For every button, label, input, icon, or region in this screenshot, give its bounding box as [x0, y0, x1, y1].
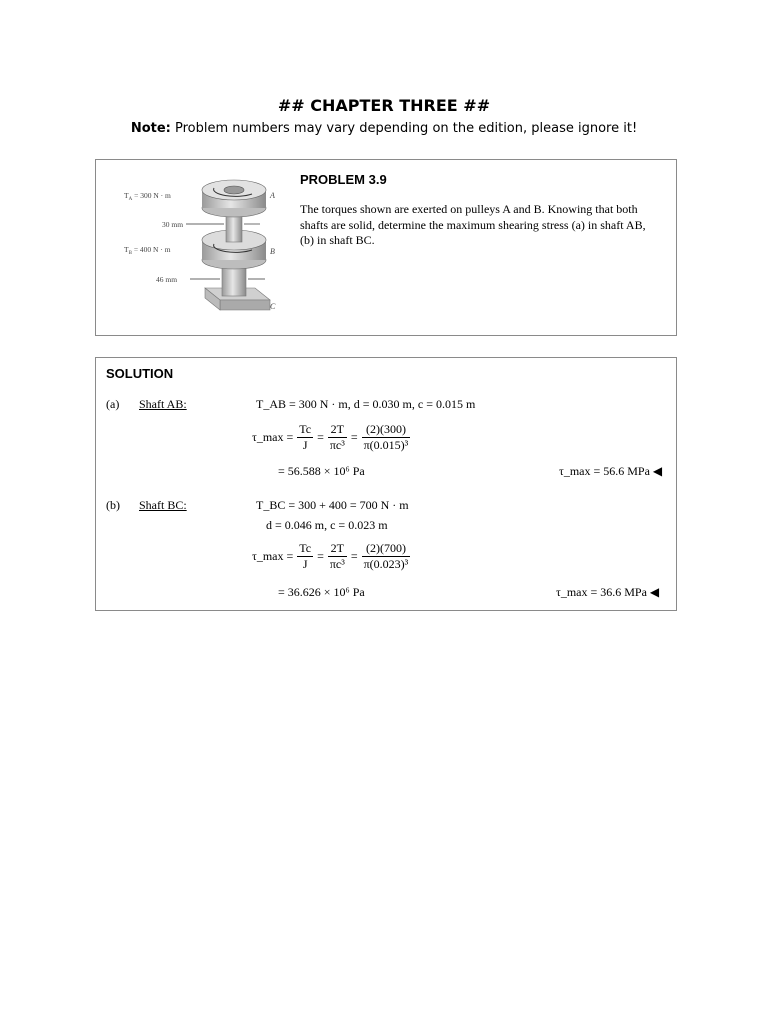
part-b-result: = 36.626 × 10⁶ Pa — [278, 585, 365, 599]
base-c-label: C — [270, 302, 276, 311]
torque-a-label: $T_A = 300$ N · m — [124, 191, 171, 202]
fraction-values — [362, 422, 411, 453]
problem-statement — [300, 202, 668, 249]
frac-den: πc³ — [329, 438, 345, 452]
part-b-tag: (b) — [106, 498, 120, 512]
part-a-formula: τ_max = $\frac{Tc}{J}$ = $\frac{2T}{\text{πc³}}$ = $\frac{(2)(300)}{\text{π(0.015)³}}$ — [252, 422, 409, 452]
frac-num: Tc — [299, 541, 312, 555]
problem-box — [95, 159, 677, 336]
torque-b-label: $T_B = 400$ N · m — [124, 245, 171, 256]
fraction-tc-j — [297, 541, 313, 572]
part-b-given-torque: T_BC = 300 + 400 = 700 N · m — [256, 498, 409, 512]
part-a-result: = 56.588 × 10⁶ Pa — [278, 464, 365, 478]
part-b-given-dims: d = 0.046 m, c = 0.023 m — [266, 518, 388, 532]
fraction-2t-pic3 — [328, 541, 347, 572]
frac-num: (2)(300) — [362, 422, 411, 438]
note-text: Problem numbers may vary depending on the edition, please ignore it! — [170, 121, 638, 136]
part-a-label: Shaft AB: — [139, 397, 187, 411]
problem-line: shafts are solid, determine the maximum shearing stress (a) in shaft AB, — [300, 217, 646, 232]
part-a-tag: (a) — [106, 397, 120, 411]
problem-line: The torques shown are exerted on pulleys A and B. Knowing that both — [300, 202, 638, 216]
solution-box — [95, 357, 677, 611]
formula-lhs: τ_max = — [252, 549, 294, 563]
fraction-tc-j — [297, 422, 313, 453]
pulley-shaft-figure — [110, 168, 290, 323]
frac-num: 2T — [328, 541, 347, 557]
frac-den: π(0.015)³ — [363, 438, 409, 452]
problem-line: (b) in shaft BC. — [300, 233, 375, 247]
part-a-given: T_AB = 300 N · m, d = 0.030 m, c = 0.015 m — [256, 397, 476, 411]
edition-note — [0, 121, 768, 136]
frac-num: (2)(700) — [362, 541, 411, 557]
dim-ab-label: 30 mm — [162, 220, 184, 229]
frac-num: Tc — [299, 422, 312, 436]
part-b-label: Shaft BC: — [139, 498, 187, 512]
part-b-formula: τ_max = $\frac{Tc}{J}$ = $\frac{2T}{\text{πc³}}$ = $\frac{(2)(700)}{\text{π(0.023)³}}$ — [252, 541, 409, 571]
part-a-answer: τ_max = 56.6 MPa ◀ — [559, 464, 663, 478]
pulley-b-label: B — [270, 247, 275, 256]
frac-den: J — [302, 438, 308, 452]
fraction-2t-pic3 — [328, 422, 347, 453]
frac-num: 2T — [328, 422, 347, 438]
dim-bc-label: 46 mm — [156, 275, 178, 284]
chapter-title: ## CHAPTER THREE ## — [277, 96, 491, 115]
frac-den: J — [302, 557, 308, 571]
solution-title: SOLUTION — [106, 366, 174, 381]
problem-title: PROBLEM 3.9 — [300, 172, 387, 187]
pulley-a-label: A — [270, 191, 275, 200]
part-b-answer: τ_max = 36.6 MPa ◀ — [556, 585, 660, 599]
frac-den: π(0.023)³ — [363, 557, 409, 571]
note-label: Note: — [130, 121, 171, 136]
fraction-values — [362, 541, 411, 572]
formula-lhs: τ_max = — [252, 430, 294, 444]
frac-den: πc³ — [329, 557, 345, 571]
